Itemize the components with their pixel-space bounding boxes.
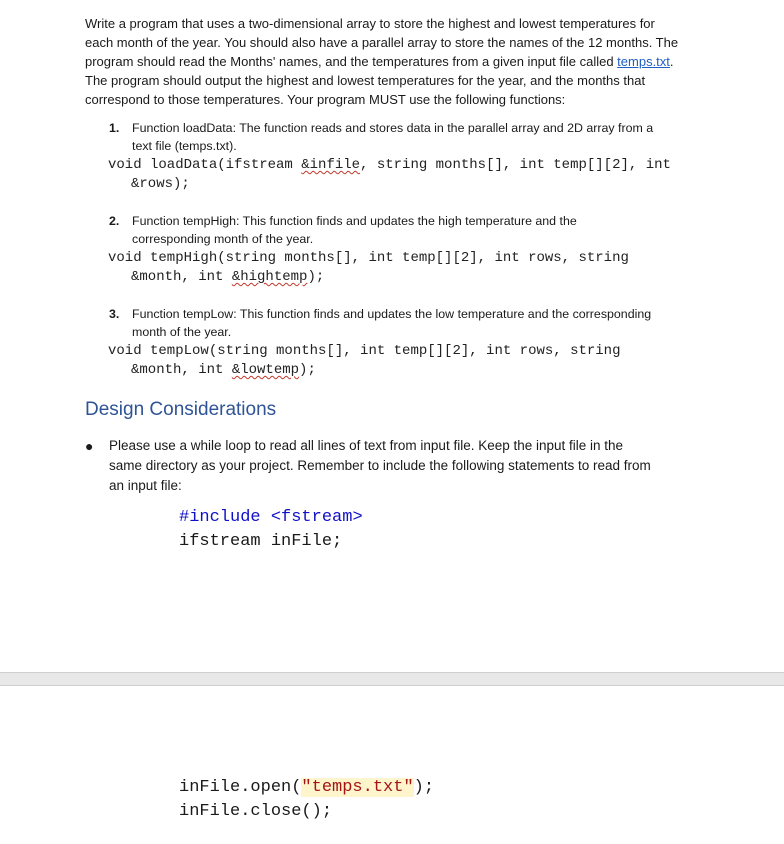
- item-desc-line: Function loadData: The function reads and stores data in the parallel array and 2D array from a: [132, 121, 654, 135]
- file-ops-code-block: [179, 776, 434, 824]
- section-heading: Design Considerations: [85, 399, 277, 420]
- intro-line: each month of the year. You should also have a parallel array to store the names of the 12 months. The: [85, 35, 679, 50]
- bullet-dot-icon: ●: [85, 438, 94, 454]
- bullet-line: an input file:: [109, 478, 182, 493]
- function-item-temphigh: [109, 212, 699, 248]
- code-temphigh: [108, 249, 629, 287]
- item-number: 1.: [109, 121, 120, 135]
- item-desc-line: month of the year.: [132, 325, 232, 339]
- code-line: &month, int &hightemp);: [131, 269, 325, 285]
- function-item-loaddata: [109, 119, 699, 155]
- item-desc-line: Function tempHigh: This function finds and updates the high temperature and the: [132, 214, 577, 228]
- item-number: 3.: [109, 307, 120, 321]
- intro-paragraph: [85, 14, 695, 109]
- code-line: #include <fstream>: [179, 508, 363, 527]
- code-line: void loadData(ifstream &infile, string months[], int temp[][2], int: [108, 157, 671, 173]
- intro-line: correspond to those temperatures. Your program MUST use the following functions:: [85, 92, 566, 107]
- code-templow: [108, 342, 620, 380]
- code-loaddata: [108, 156, 671, 194]
- code-line: &rows);: [131, 176, 190, 192]
- intro-line: Write a program that uses a two-dimensional array to store the highest and lowest temperatures for: [85, 16, 655, 31]
- bullet-item: [85, 436, 705, 496]
- include-code-block: [179, 506, 363, 554]
- code-line: ifstream inFile;: [179, 532, 343, 551]
- code-line: void tempHigh(string months[], int temp[][2], int rows, string: [108, 250, 629, 266]
- item-desc-line: text file (temps.txt).: [132, 139, 237, 153]
- page-break: [0, 672, 784, 686]
- code-line: inFile.close();: [179, 802, 333, 821]
- bullet-line: same directory as your project. Remember to include the following statements to read from: [109, 458, 651, 473]
- function-item-templow: [109, 305, 699, 341]
- code-line: inFile.open("temps.txt");: [179, 778, 435, 797]
- item-desc-line: corresponding month of the year.: [132, 232, 314, 246]
- temps-file-link[interactable]: temps.txt: [617, 54, 670, 69]
- bullet-line: Please use a while loop to read all lines of text from input file. Keep the input file in the: [109, 438, 624, 453]
- intro-line: The program should output the highest and lowest temperatures for the year, and the months that: [85, 73, 646, 88]
- intro-line: program should read the Months' names, and the temperatures from a given input file called temps.txt.: [85, 54, 674, 69]
- code-line: void tempLow(string months[], int temp[][2], int rows, string: [108, 343, 621, 359]
- item-number: 2.: [109, 214, 120, 228]
- item-desc-line: Function tempLow: This function finds and updates the low temperature and the corresponding: [132, 307, 652, 321]
- code-line: &month, int &lowtemp);: [131, 362, 316, 378]
- document-page-2: [0, 686, 784, 844]
